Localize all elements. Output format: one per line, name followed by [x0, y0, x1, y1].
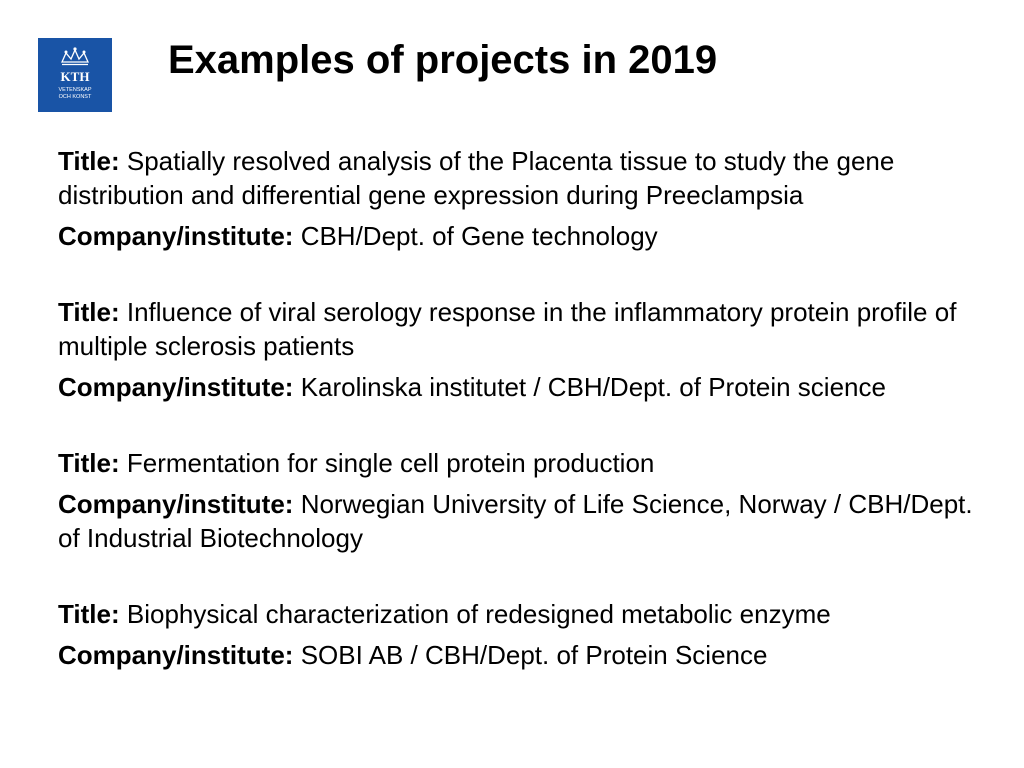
project-3-title: Fermentation for single cell protein production	[126, 448, 655, 478]
project-2-title: Influence of viral serology response in the inflammatory protein profile of multiple sclerosis patients	[58, 297, 957, 361]
project-4-company: SOBI AB / CBH/Dept. of Protein Science	[300, 640, 768, 670]
project-3-title-label: Title:	[58, 448, 120, 478]
project-1-company-line	[58, 219, 988, 253]
kth-crown-emblem	[38, 38, 112, 112]
project-1-company-label: Company/institute:	[58, 221, 294, 251]
project-1-title-line	[58, 144, 988, 212]
project-2-company-label: Company/institute:	[58, 372, 294, 402]
project-4-company-label: Company/institute:	[58, 640, 294, 670]
project-4-title-label: Title:	[58, 599, 120, 629]
project-1	[58, 144, 988, 253]
project-3-company: Norwegian University of Life Science, Norway / CBH/Dept. of Industrial Biotechnology	[58, 489, 973, 553]
project-3-title-line	[58, 446, 988, 480]
project-2-company: Karolinska institutet / CBH/Dept. of Protein science	[300, 372, 886, 402]
project-4-company-line	[58, 638, 988, 672]
project-1-title-label: Title:	[58, 146, 120, 176]
project-3-company-label: Company/institute:	[58, 489, 294, 519]
project-4-title-line	[58, 597, 988, 631]
project-3-company-line	[58, 487, 988, 555]
logo-line2: OCH KONST	[58, 94, 92, 100]
project-1-title: Spatially resolved analysis of the Placenta tissue to study the gene distribution and differential gene expression during Preeclampsia	[58, 146, 895, 210]
project-2-title-line	[58, 295, 988, 363]
project-1-company: CBH/Dept. of Gene technology	[300, 221, 658, 251]
projects-list	[58, 144, 988, 714]
project-3	[58, 446, 988, 555]
project-2-company-line	[58, 370, 988, 404]
slide-title: Examples of projects in 2019	[168, 38, 718, 82]
project-2	[58, 295, 988, 404]
logo-name: KTH	[60, 69, 90, 84]
project-4-title: Biophysical characterization of redesigned metabolic enzyme	[126, 599, 831, 629]
project-2-title-label: Title:	[58, 297, 120, 327]
project-4	[58, 597, 988, 672]
logo-line1: VETENSKAP	[58, 87, 92, 93]
kth-logo	[38, 38, 112, 112]
